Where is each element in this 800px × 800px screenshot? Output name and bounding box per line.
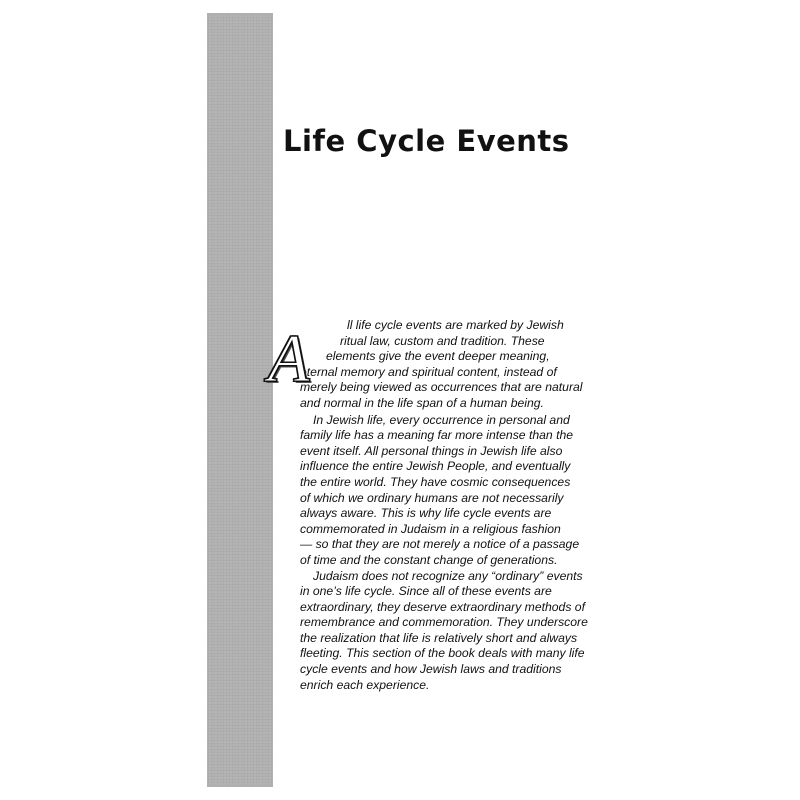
text-line: fleeting. This section of the book deals with many life — [300, 646, 585, 661]
text-line: commemorated in Judaism in a religious fashion — [300, 521, 561, 536]
text-line: of time and the constant change of generations. — [300, 552, 558, 567]
text-line: remembrance and commemoration. They underscore — [300, 615, 588, 630]
text-line: in one’s life cycle. Since all of these events are — [300, 584, 552, 599]
text-line: of which we ordinary humans are not necessarily — [300, 490, 564, 505]
text-line: Judaism does not recognize any “ordinary” events — [313, 568, 583, 583]
page-title: Life Cycle Events — [283, 124, 570, 158]
text-line: — so that they are not merely a notice of a passage — [300, 537, 580, 552]
text-line: elements give the event deeper meaning, — [326, 349, 550, 364]
text-line: eternal memory and spiritual content, instead of — [300, 364, 557, 379]
text-line: always aware. This is why life cycle events are — [300, 506, 552, 521]
paragraph-1 — [300, 318, 615, 412]
body-text — [268, 318, 615, 693]
text-line: the entire world. They have cosmic consequences — [300, 474, 571, 489]
text-line: event itself. All personal things in Jewish life also — [300, 443, 563, 458]
text-line: cycle events and how Jewish laws and traditions — [300, 662, 562, 677]
text-line: In Jewish life, every occurrence in personal and — [313, 412, 570, 427]
text-line: extraordinary, they deserve extraordinary methods of — [300, 599, 585, 614]
text-line: the realization that life is relatively short and always — [300, 630, 578, 645]
text-line: influence the entire Jewish People, and eventually — [300, 459, 571, 474]
text-line: merely being viewed as occurrences that are natural — [300, 380, 583, 395]
text-line: family life has a meaning far more intense than the — [300, 428, 574, 443]
paragraph-2 — [300, 413, 615, 569]
text-line: and normal in the life span of a human being. — [300, 395, 544, 410]
text-line: ll life cycle events are marked by Jewish — [347, 318, 564, 332]
text-line: enrich each experience. — [300, 677, 430, 692]
decorative-side-bar — [207, 13, 273, 787]
drop-cap-letter: A — [268, 320, 310, 396]
paragraph-3 — [300, 569, 615, 694]
text-line: ritual law, custom and tradition. These — [340, 333, 545, 348]
